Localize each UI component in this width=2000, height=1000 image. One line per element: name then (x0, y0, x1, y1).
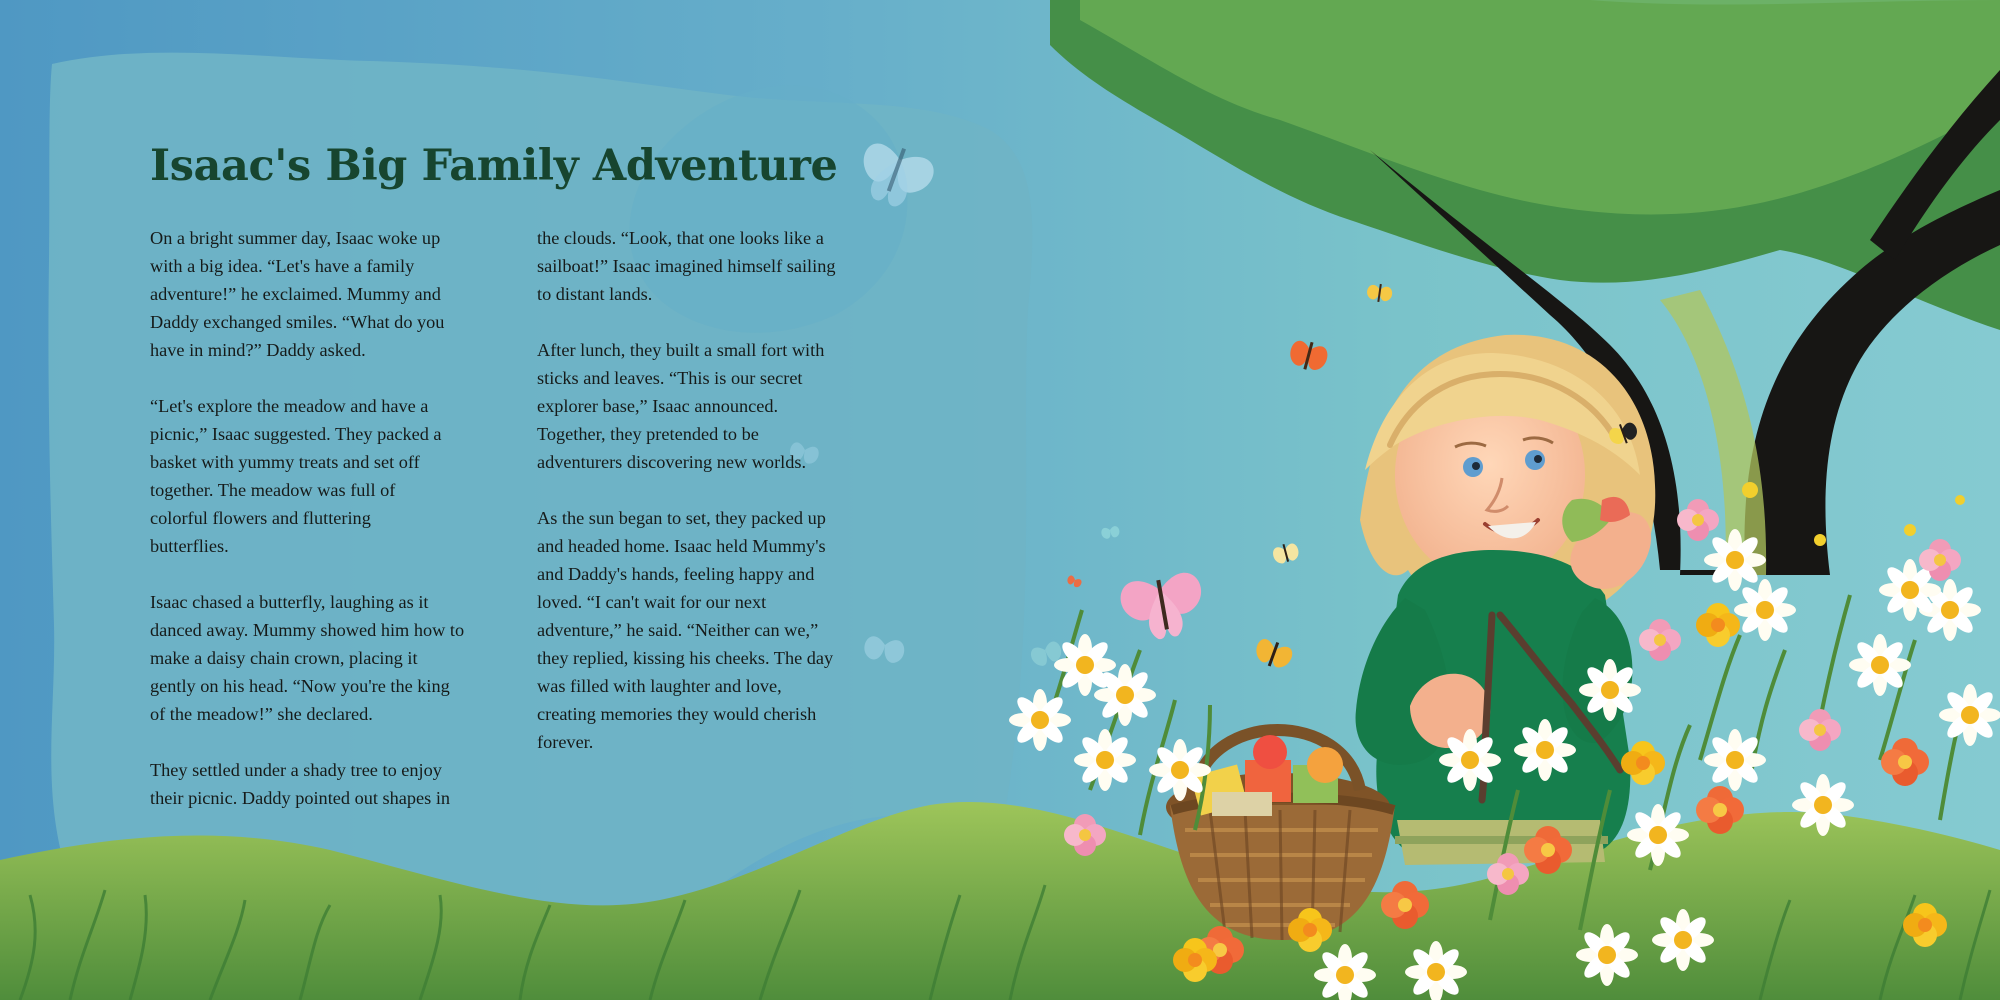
story-paragraph: As the sun began to set, they packed up and headed home. Isaac held Mummy's and Daddy's hands, feeling happy and loved. “I can't wait for our next adventure,” he said. “Neither can we,” they replied, kissing his cheeks. The day was filled with laughter and love, creating memories they would cherish forever. (537, 508, 834, 752)
story-paragraph: On a bright summer day, Isaac woke up with a big idea. “Let's have a family adventure!” he exclaimed. Mummy and Daddy exchanged smiles. “What do you have in mind?” Daddy asked. (150, 228, 445, 360)
story-column-left (150, 224, 495, 840)
story-paragraph: Isaac chased a butterfly, laughing as it danced away. Mummy showed him how to make a daisy chain crown, placing it gently on his head. “Now you're the king of the meadow!” she declared. (150, 592, 465, 724)
story-paragraph: They settled under a shady tree to enjoy their picnic. Daddy pointed out shapes in (150, 760, 451, 808)
story-column-right (537, 224, 897, 784)
story-paragraph: After lunch, they built a small fort with sticks and leaves. “This is our secret explorer base,” Isaac announced. Together, they pretended to be adventurers discovering new worlds. (537, 340, 825, 472)
story-paragraph: “Let's explore the meadow and have a picnic,” Isaac suggested. They packed a basket with yummy treats and set off together. The meadow was full of colorful flowers and fluttering butterflies. (150, 396, 442, 556)
story-title: Isaac's Big Family Adventure (150, 141, 838, 191)
story-paragraph: the clouds. “Look, that one looks like a sailboat!” Isaac imagined himself sailing to distant lands. (537, 228, 836, 304)
